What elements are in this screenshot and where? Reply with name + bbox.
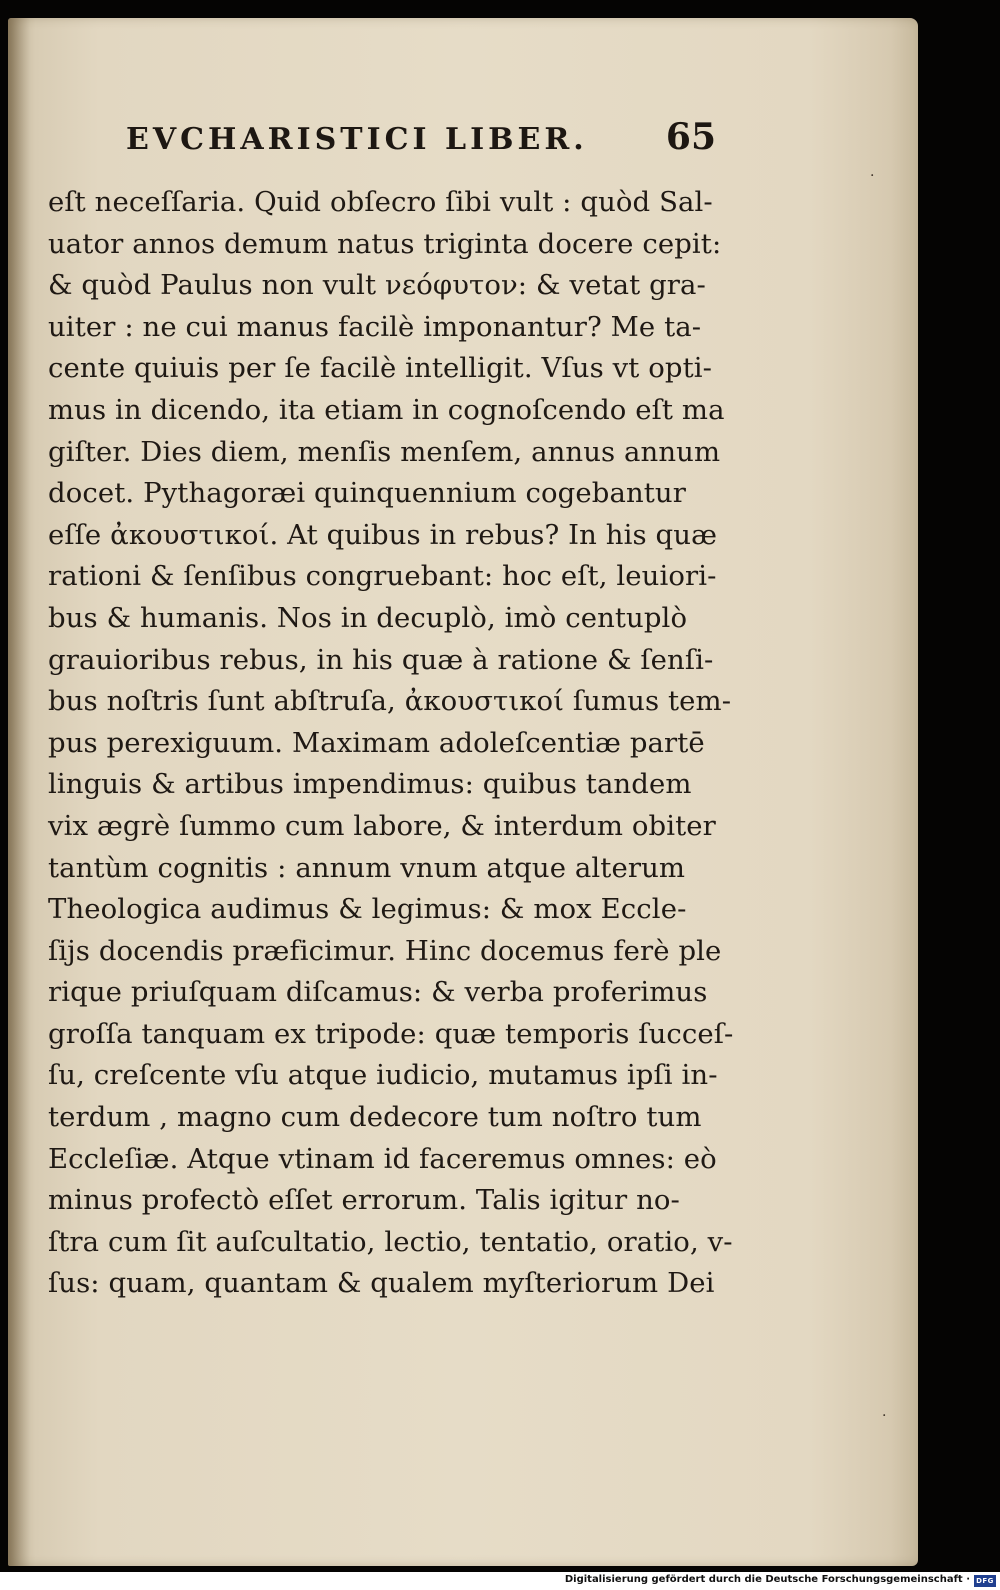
text-line: uiter : ne cui manus facilè imponantur? Me ta-	[48, 310, 702, 343]
text-line: bus & humanis. Nos in decuplò, imò centuplò	[48, 601, 688, 634]
text-line: bus noſtris ſunt abſtruſa, ἀκουστικοί ſumus tem-	[48, 685, 732, 718]
text-line: docet. Pythagoræi quinquennium cogebantur	[48, 477, 686, 510]
footer-bar	[0, 1572, 1000, 1590]
text-line: pus perexiguum. Maximam adoleſcentiæ partē	[48, 726, 705, 759]
gutter-shadow	[8, 18, 30, 1566]
text-line: rique priuſquam diſcamus: & verba proferimus	[48, 976, 708, 1009]
text-line: cente quiuis per ſe facilè intelligit. Vſus vt opti-	[48, 352, 713, 385]
text-line: grauioribus rebus, in his quæ à ratione & ſenſi-	[48, 643, 714, 676]
text-line: ſtra cum ſit auſcultatio, lectio, tentatio, oratio, v-	[48, 1225, 733, 1258]
dfg-logo: DFG	[974, 1575, 996, 1587]
running-head	[126, 114, 716, 164]
text-line: eſſe ἀκουστικοί. At quibus in rebus? In his quæ	[48, 518, 718, 551]
text-line: tantùm cognitis : annum vnum atque alterum	[48, 851, 686, 884]
paper-speck: ·	[870, 168, 875, 184]
text-line: ſijs docendis præficimur. Hinc docemus ferè ple	[48, 934, 722, 967]
text-line: linguis & artibus impendimus: quibus tandem	[48, 768, 692, 801]
text-line: giſter. Dies diem, menſis menſem, annus annum	[48, 435, 721, 468]
text-line: eſt neceſſaria. Quid obſecro ſibi vult : quòd Sal-	[48, 186, 713, 218]
text-line: uator annos demum natus triginta docere cepit:	[48, 227, 722, 260]
text-line: Theologica audimus & legimus: & mox Eccle-	[48, 893, 687, 926]
text-line: & quòd Paulus non vult νεόφυτον: & vetat gra-	[48, 269, 706, 302]
text-line: terdum , magno cum dedecore tum noſtro tum	[48, 1101, 702, 1134]
footer-credit: Digitalisierung gefördert durch die Deutsche Forschungsgemeinschaft ·	[564, 1574, 970, 1585]
paper-speck: ·	[882, 1408, 887, 1424]
running-head-title: EVCHARISTICI LIBER.	[126, 122, 588, 157]
text-line: ſu, creſcente vſu atque iudicio, mutamus ipſi in-	[48, 1059, 718, 1092]
text-line: vix ægrè ſummo cum labore, & interdum obiter	[48, 809, 716, 842]
page-number: 65	[665, 116, 716, 158]
book-page	[8, 18, 918, 1566]
text-line: Eccleſiæ. Atque vtinam id faceremus omnes: eò	[48, 1142, 717, 1175]
text-line: mus in dicendo, ita etiam in cognoſcendo eſt ma	[48, 393, 725, 426]
body-text	[48, 182, 748, 1305]
text-line: rationi & ſenſibus congruebant: hoc eſt, leuiori-	[48, 560, 717, 593]
text-line: groſſa tanquam ex tripode: quæ temporis ſucceſ-	[48, 1017, 734, 1050]
text-line: minus profectò eſſet errorum. Talis igitur no-	[48, 1184, 680, 1217]
text-line: ſus: quam, quantam & qualem myſteriorum Dei	[48, 1267, 715, 1300]
